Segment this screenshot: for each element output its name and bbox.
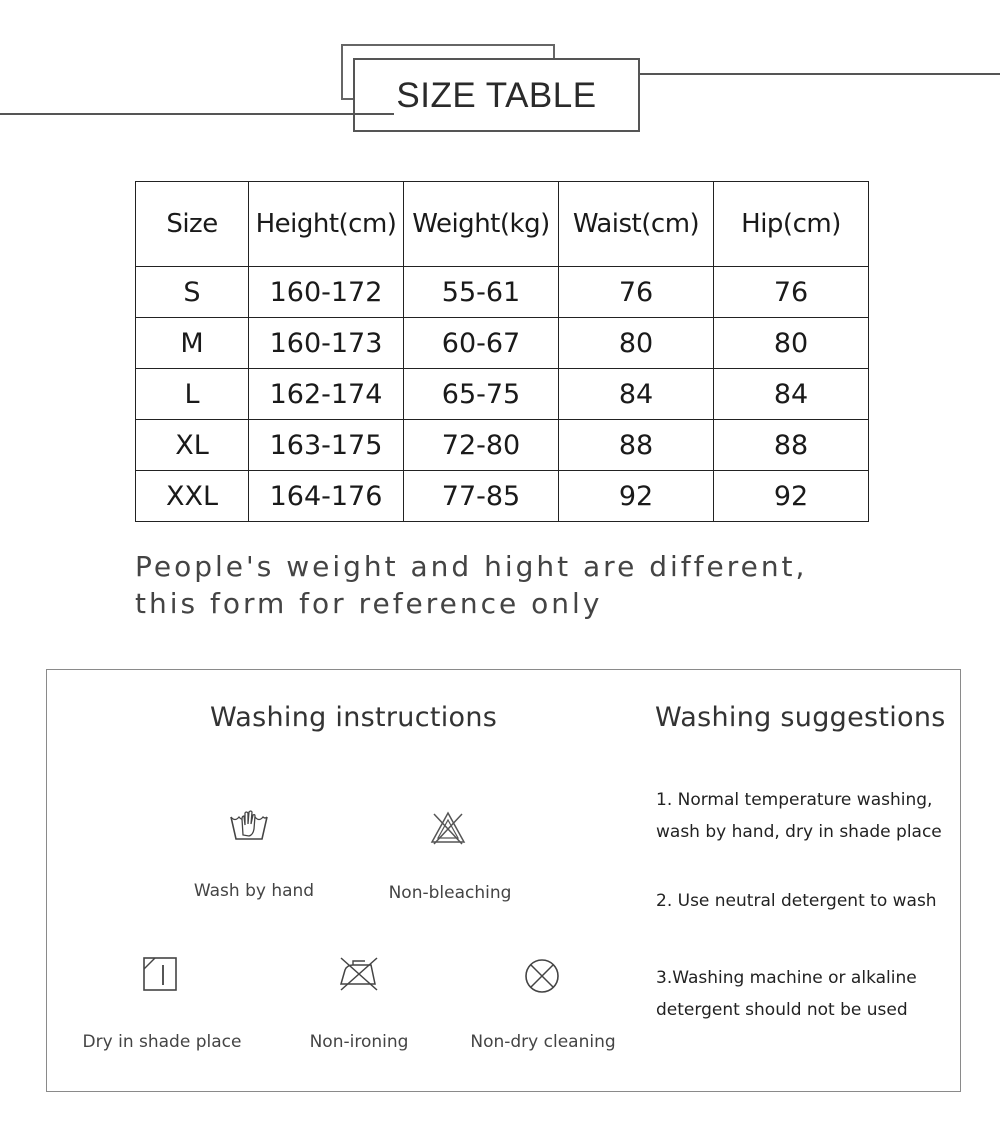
table-row	[136, 471, 869, 522]
suggestion-line: detergent should not be used	[656, 1000, 908, 1020]
cell-hip: 76	[714, 267, 869, 318]
title-left-rule	[0, 113, 394, 115]
cell-height: 160-173	[249, 318, 404, 369]
washing-instructions-heading: Washing instructions	[210, 702, 498, 733]
header-weight: Weight(kg)	[404, 182, 559, 267]
cell-waist: 84	[559, 369, 714, 420]
cell-hip: 92	[714, 471, 869, 522]
care-label: Non-dry cleaning	[470, 1032, 616, 1052]
note-line: People's weight and hight are different,	[135, 550, 808, 583]
cell-hip: 80	[714, 318, 869, 369]
header-size: Size	[136, 182, 249, 267]
cell-hip: 84	[714, 369, 869, 420]
page-title: SIZE TABLE	[396, 76, 597, 115]
table-header-row	[136, 182, 869, 267]
care-label: Non-bleaching	[388, 883, 512, 903]
cell-weight: 72-80	[404, 420, 559, 471]
cell-size: XL	[136, 420, 249, 471]
cell-waist: 76	[559, 267, 714, 318]
hand-wash-icon	[227, 805, 271, 845]
suggestion-line: 3.Washing machine or alkaline	[656, 968, 917, 988]
care-label: Dry in shade place	[82, 1032, 242, 1052]
cell-waist: 88	[559, 420, 714, 471]
cell-height: 160-172	[249, 267, 404, 318]
reference-note	[135, 548, 955, 622]
table-row	[136, 420, 869, 471]
table-row	[136, 369, 869, 420]
title-right-rule	[606, 73, 1000, 75]
cell-waist: 80	[559, 318, 714, 369]
cell-height: 164-176	[249, 471, 404, 522]
cell-size: M	[136, 318, 249, 369]
cell-height: 163-175	[249, 420, 404, 471]
cell-weight: 77-85	[404, 471, 559, 522]
care-box	[46, 669, 961, 1092]
cell-size: XXL	[136, 471, 249, 522]
cell-size: S	[136, 267, 249, 318]
cell-weight: 60-67	[404, 318, 559, 369]
header-hip: Hip(cm)	[714, 182, 869, 267]
header-waist: Waist(cm)	[559, 182, 714, 267]
washing-suggestions-heading: Washing suggestions	[655, 702, 946, 733]
table-row	[136, 318, 869, 369]
suggestion-line: 2. Use neutral detergent to wash	[656, 891, 937, 911]
cell-size: L	[136, 369, 249, 420]
size-table	[135, 181, 869, 522]
dry-in-shade-icon	[141, 955, 179, 993]
note-line: this form for reference only	[135, 587, 603, 620]
header-height: Height(cm)	[249, 182, 404, 267]
cell-waist: 92	[559, 471, 714, 522]
cell-hip: 88	[714, 420, 869, 471]
suggestion-line: wash by hand, dry in shade place	[656, 822, 942, 842]
suggestion-item	[656, 962, 956, 1026]
cell-height: 162-174	[249, 369, 404, 420]
no-dry-clean-icon	[523, 957, 561, 995]
no-bleach-icon	[429, 810, 467, 846]
suggestion-item	[656, 885, 956, 917]
table-row	[136, 267, 869, 318]
care-label: Non-ironing	[309, 1032, 409, 1052]
cell-weight: 65-75	[404, 369, 559, 420]
care-label: Wash by hand	[193, 881, 315, 901]
cell-weight: 55-61	[404, 267, 559, 318]
suggestion-item	[656, 784, 956, 848]
no-iron-icon	[335, 954, 383, 992]
suggestion-line: 1. Normal temperature washing,	[656, 790, 933, 810]
